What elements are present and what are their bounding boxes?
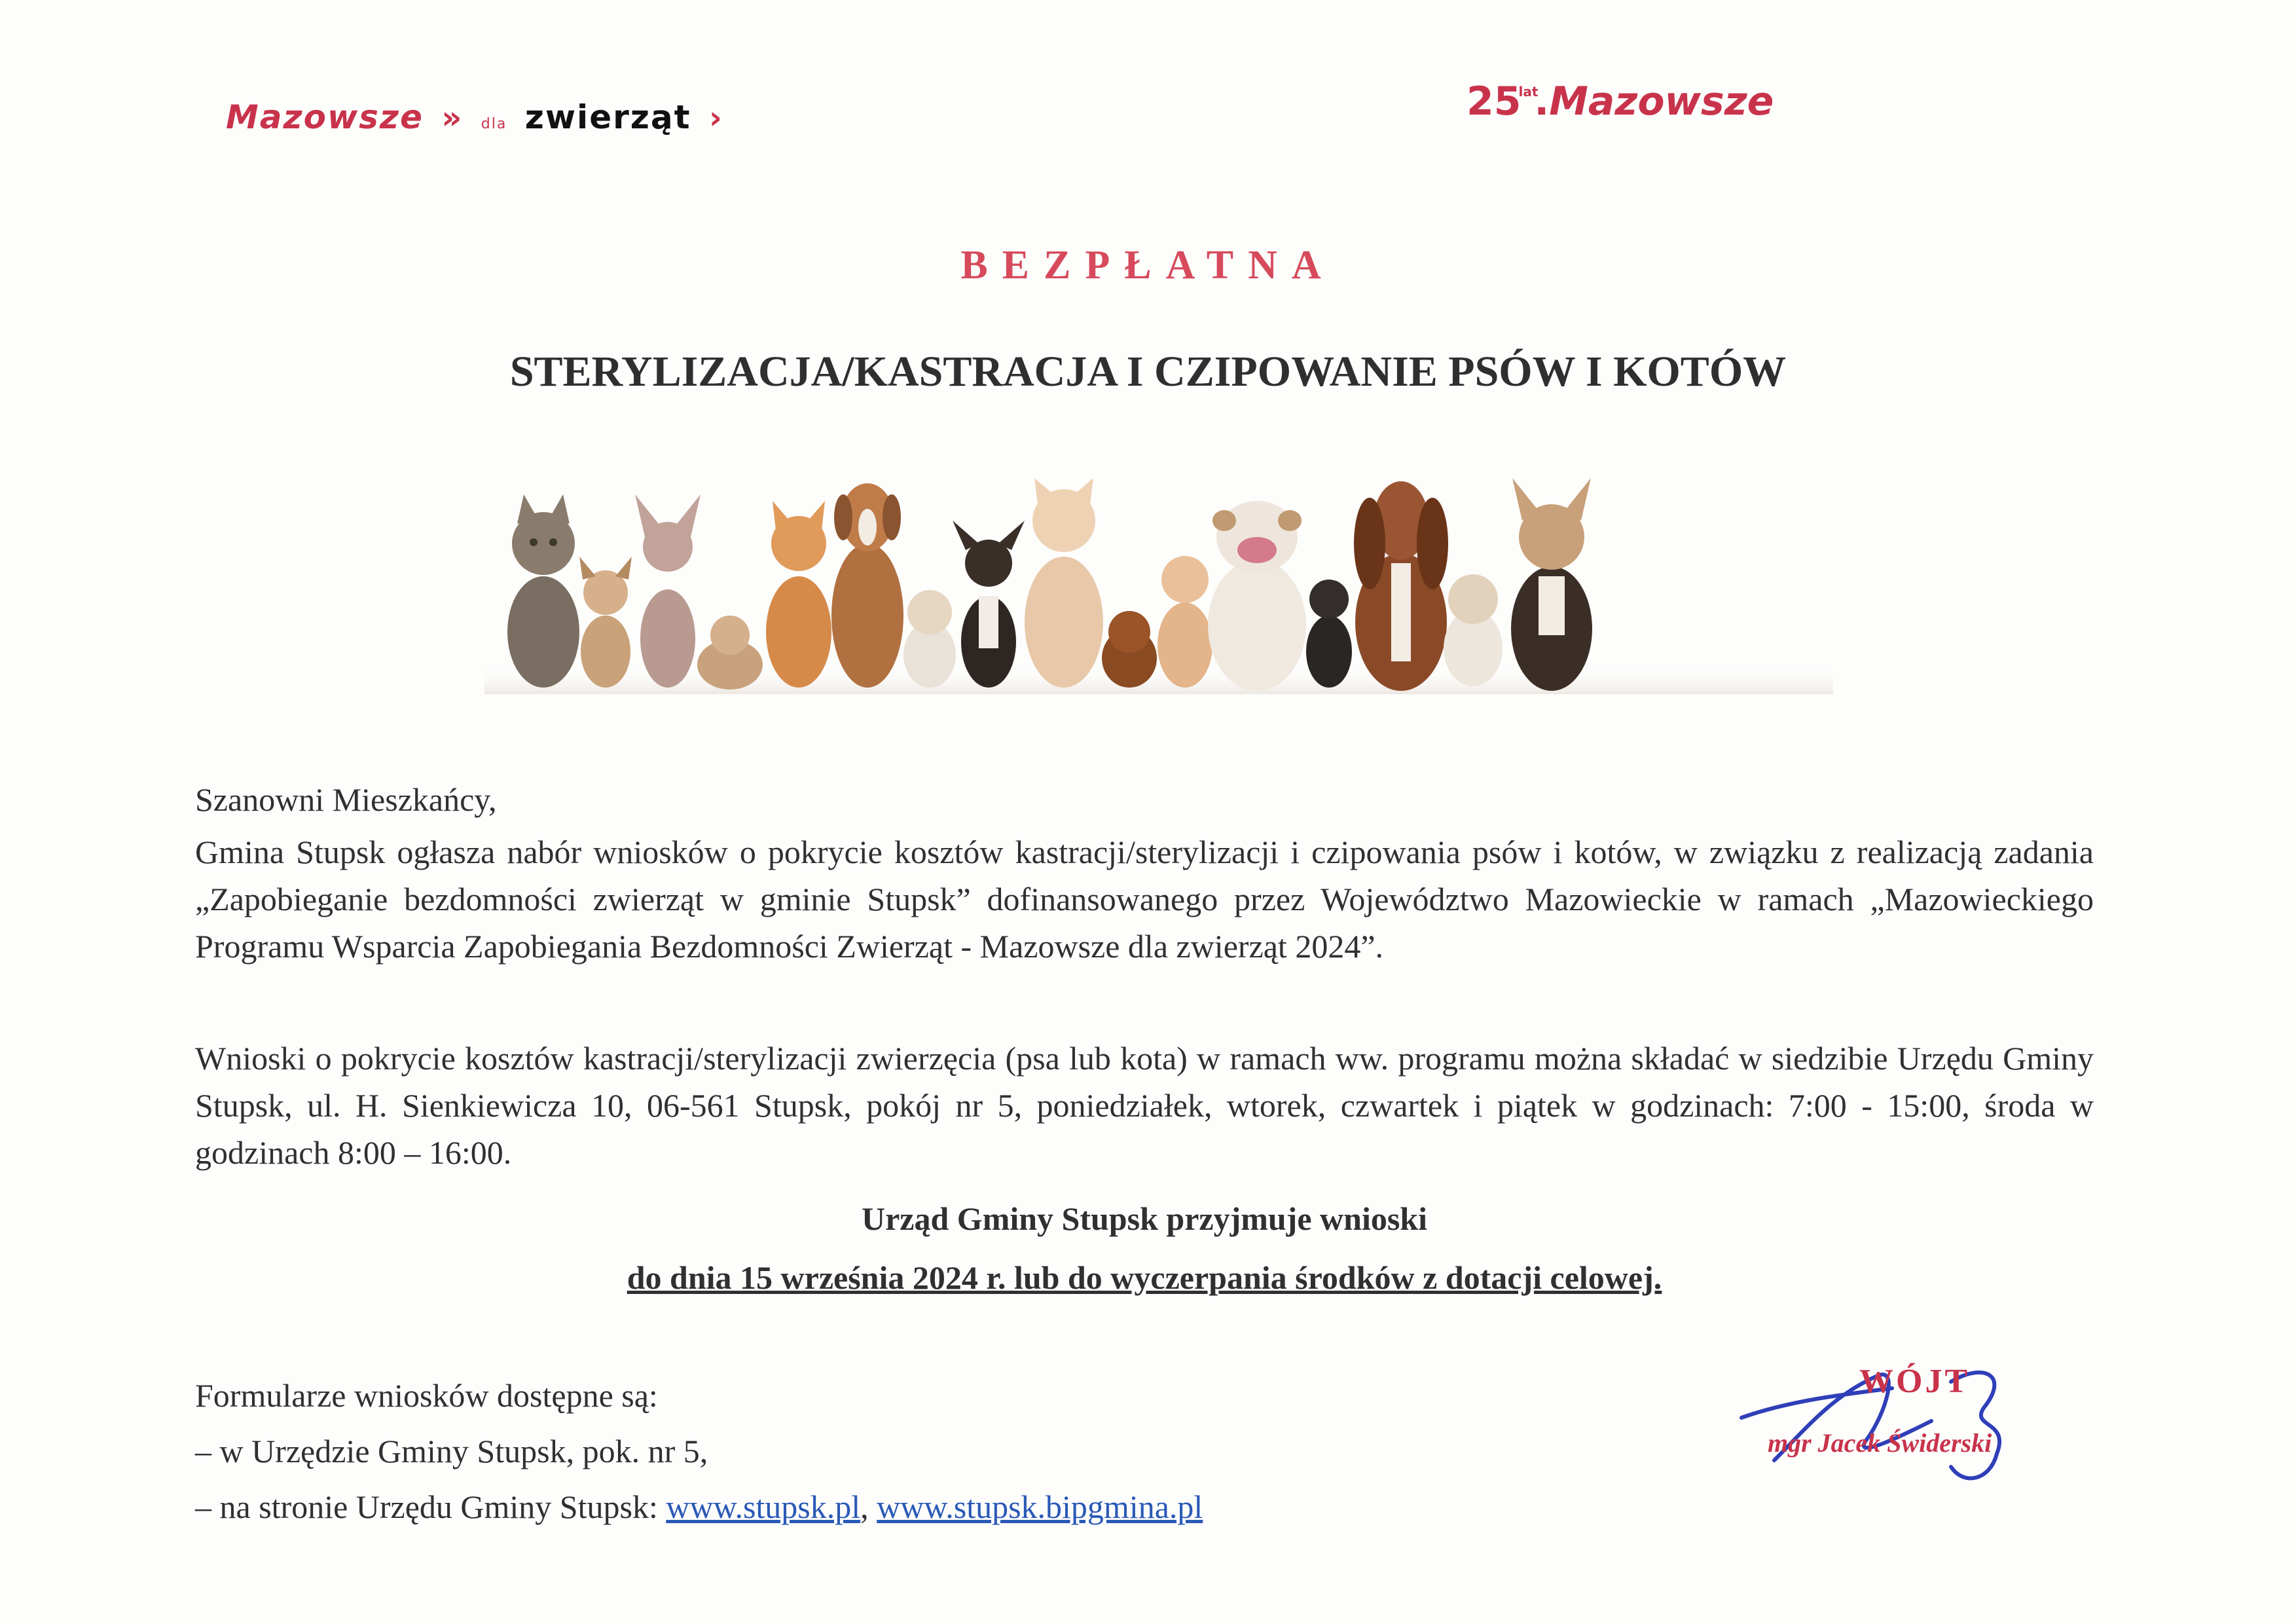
25-lat-mazowsze-logo bbox=[1467, 79, 1774, 124]
notice-deadline: do dnia 15 września 2024 r. lub do wyczerpania środków z dotacji celowej. bbox=[627, 1259, 1662, 1296]
dog-icon bbox=[1354, 481, 1448, 691]
cat-icon bbox=[1306, 580, 1352, 688]
logo-dot: . bbox=[1534, 79, 1550, 124]
cat-icon bbox=[507, 494, 579, 688]
signature-name: mgr Jacek Świderski bbox=[1768, 1428, 1992, 1458]
dog-icon bbox=[697, 616, 763, 690]
mazowsze-dla-zwierzat-logo bbox=[226, 98, 729, 136]
link-stupsk-bip[interactable]: www.stupsk.bipgmina.pl bbox=[877, 1488, 1203, 1525]
logo-mazowsze-name: Mazowsze bbox=[1549, 79, 1774, 124]
paragraph-how-to-apply: Wnioski o pokrycie kosztów kastracji/sterylizacji zwierzęcia (psa lub kota) w ramach ww. programu można składać w siedzibie Urzędu Gminy Stupsk, ul. H. Sienkiewicza 10, 06-561 Stupsk, pokój nr 5, poniedziałek, wtorek, czwartek i piątek w godzinach: 7:00 - 15:00, środa w godzinach 8:00 – 16:00. bbox=[195, 1040, 2094, 1171]
dog-icon bbox=[953, 521, 1025, 688]
cat-icon bbox=[1157, 556, 1212, 688]
logo-arrows: » bbox=[441, 100, 464, 136]
link-separator: , bbox=[860, 1488, 877, 1525]
dog-icon bbox=[1208, 501, 1306, 691]
logo-end-arrow: › bbox=[708, 100, 723, 136]
link-stupsk[interactable]: www.stupsk.pl bbox=[666, 1488, 861, 1525]
logo-lat-text: lat bbox=[1518, 84, 1539, 100]
headline-free: BEZPŁATNA bbox=[960, 243, 1336, 287]
cat-icon bbox=[635, 494, 701, 688]
dog-icon bbox=[1102, 611, 1157, 688]
logo-zwierzat-text: zwierząt bbox=[524, 98, 691, 136]
paragraph-announcement: Gmina Stupsk ogłasza nabór wniosków o pokrycie kosztów kastracji/sterylizacji i czipowania psów i kotów, w związku z realizacją zadania „Zapobieganie bezdomności zwierząt w gminie Stupsk” dofinansowanego przez Województwo Mazowieckie w ramach „Mazowieckiego Programu Wsparcia Zapobiegania Bezdomności Zwierząt - Mazowsze dla zwierząt 2024”. bbox=[195, 834, 2094, 965]
logo-mazowsze-text: Mazowsze bbox=[226, 98, 424, 136]
signature-title: WÓJT bbox=[1859, 1363, 1971, 1400]
dog-icon bbox=[579, 557, 632, 688]
logo-dla-text: dla bbox=[481, 116, 507, 132]
cat-icon bbox=[1025, 478, 1103, 688]
cat-icon bbox=[903, 590, 956, 688]
logo-25-number: 25 bbox=[1467, 79, 1522, 124]
cat-icon bbox=[1444, 574, 1503, 686]
forms-header: Formularze wniosków dostępne są: bbox=[195, 1377, 658, 1414]
dog-icon bbox=[1511, 478, 1592, 691]
forms-item-website-prefix: – na stronie Urzędu Gminy Stupsk: bbox=[195, 1488, 666, 1525]
greeting: Szanowni Mieszkańcy, bbox=[195, 781, 497, 818]
dog-icon bbox=[831, 483, 903, 688]
cats-and-dogs-banner bbox=[484, 471, 1833, 694]
forms-item-office: – w Urzędzie Gminy Stupsk, pok. nr 5, bbox=[195, 1433, 708, 1469]
cat-icon bbox=[766, 501, 831, 688]
headline-main: STERYLIZACJA/KASTRACJA I CZIPOWANIE PSÓW I KOTÓW bbox=[509, 348, 1787, 396]
notice-office-accepts: Urząd Gminy Stupsk przyjmuje wnioski bbox=[862, 1200, 1427, 1237]
